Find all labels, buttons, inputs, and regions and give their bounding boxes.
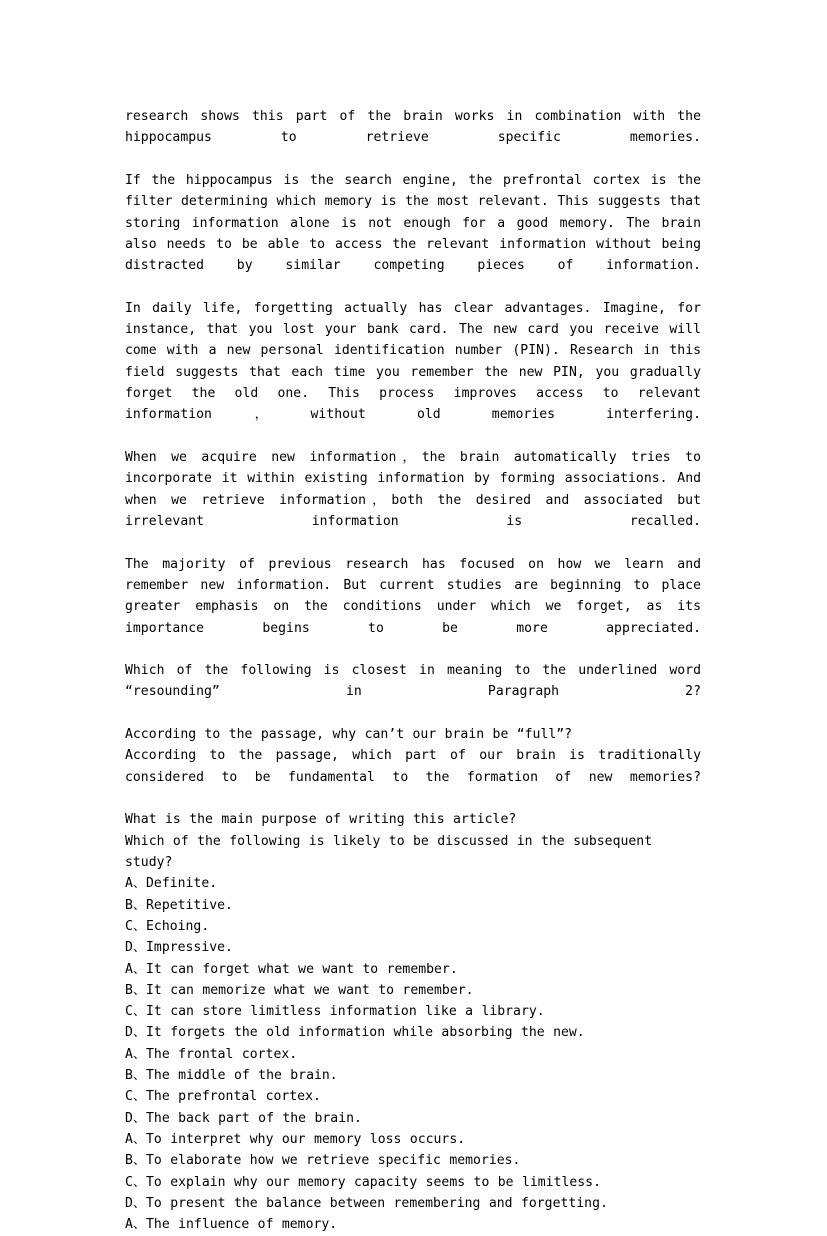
option-item[interactable]: D、It forgets the old information while absorbing the new. [125, 1025, 585, 1041]
passage-paragraph-4: When we acquire new information，the brain automatically tries to incorporate it within existing information by forming associations. And when we retrieve information，both the desired and associated but irrelevant information is recalled. [125, 450, 701, 529]
passage-paragraph-5: The majority of previous research has focused on how we learn and remember new information. But current studies are beginning to place greater emphasis on the conditions under which we forget, as its importance begins to be more appreciated. [125, 556, 701, 636]
option-item[interactable]: A、To interpret why our memory loss occurs. [125, 1132, 466, 1147]
option-item[interactable]: A、Definite. [125, 876, 218, 892]
option-item[interactable]: D、Impressive. [125, 940, 233, 956]
option-item[interactable]: C、It can store limitless information like a library. [125, 1004, 545, 1020]
option-item[interactable]: D、The back part of the brain. [125, 1110, 362, 1126]
option-item[interactable]: B、The middle of the brain. [125, 1068, 338, 1084]
question-2: According to the passage, why can’t our brain be “full”? [125, 727, 573, 743]
option-item[interactable]: C、To explain why our memory capacity seems to be limitless. [125, 1174, 601, 1190]
option-item[interactable]: A、The influence of memory. [125, 1217, 338, 1233]
option-item[interactable]: D、To present the balance between remembering and forgetting. [125, 1195, 608, 1211]
document-text-body [125, 106, 701, 1236]
question-1: Which of the following is closest in meaning to the underlined word “resounding” in Paragraph 2? [125, 663, 701, 700]
option-item[interactable]: B、Repetitive. [125, 897, 233, 913]
passage-paragraph-2: If the hippocampus is the search engine, the prefrontal cortex is the filter determining which memory is the most relevant. This suggests that storing information alone is not enough for a good memory. The brain also needs to be able to access the relevant information without being distracted by similar competing pieces of information. [125, 172, 701, 274]
question-5: Which of the following is likely to be discussed in the subsequent study? [125, 833, 653, 870]
option-item[interactable]: C、Echoing. [125, 918, 210, 934]
option-item[interactable]: A、The frontal cortex. [125, 1046, 298, 1062]
passage-paragraph-3: In daily life, forgetting actually has clear advantages. Imagine, for instance, that you lost your bank card. The new card you receive will come with a new personal identification number (PIN). Research in this field suggests that each time you remember the new PIN, you gradually forget the old one. This process improves access to relevant information，without old memories interfering. [125, 300, 701, 423]
question-3: According to the passage, which part of our brain is traditionally considered to be fundamental to the formation of new memories? [125, 748, 701, 785]
option-item[interactable]: B、It can memorize what we want to remember. [125, 982, 474, 998]
passage-paragraph-1: research shows this part of the brain works in combination with the hippocampus to retrieve specific memories. [125, 109, 701, 146]
option-item[interactable]: A、It can forget what we want to remember. [125, 961, 458, 977]
question-4: What is the main purpose of writing this article? [125, 812, 517, 828]
option-item[interactable]: B、To elaborate how we retrieve specific memories. [125, 1153, 521, 1169]
option-item[interactable]: C、The prefrontal cortex. [125, 1089, 321, 1105]
